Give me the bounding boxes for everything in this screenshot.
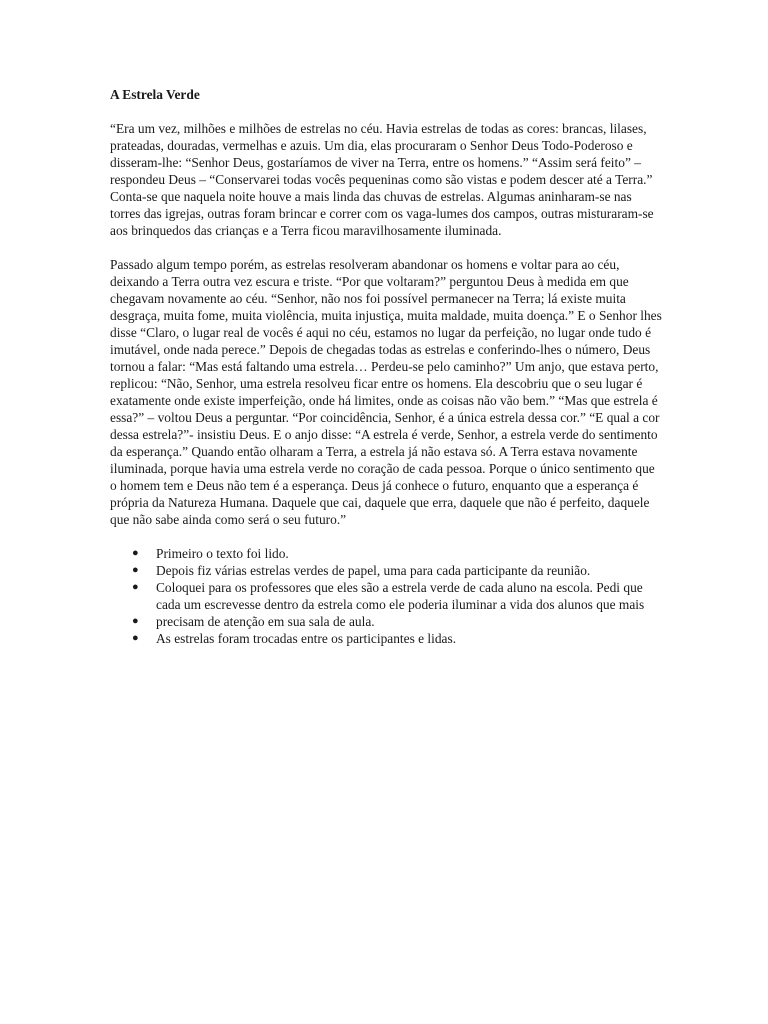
list-item-text: Depois fiz várias estrelas verdes de papel, uma para cada participante da reunião.	[156, 563, 591, 578]
document-title: A Estrela Verde	[110, 87, 200, 102]
bullet-icon: ●	[132, 564, 139, 576]
activity-list	[110, 545, 662, 647]
story-paragraph-2: Passado algum tempo porém, as estrelas resolveram abandonar os homens e voltar para ao céu, deixando a Terra outra vez escura e triste. “Por que voltaram?” perguntou Deus à medida em que chegavam novamente ao céu. “Senhor, não nos foi possível permanecer na Terra; lá existe muita desgraça, muita fome, muita violência, muita injustiça, muita maldade, muita doença.” E o Senhor lhes disse “Claro, o lugar real de vocês é aqui no céu, estamos no lugar da perfeição, no lugar onde tudo é imutável, onde nada perece.” Depois de chegadas todas as estrelas e conferindo-lhes o número, Deus tornou a falar: “Mas está faltando uma estrela… Perdeu-se pelo caminho?” Um anjo, que estava perto, replicou: “Não, Senhor, uma estrela resolveu ficar entre os homens. Ela descobriu que o seu lugar é exatamente onde existe imperfeição, onde há limites, onde as coisas não vão bem.” “Mas que estrela é essa?” – voltou Deus a perguntar. “Por coincidência, Senhor, é a única estrela dessa cor.” “E qual a cor dessa estrela?”- insistiu Deus. E o anjo disse: “A estrela é verde, Senhor, a estrela verde do sentimento da esperança.” Quando então olharam a Terra, a estrela já não estava só. A Terra estava novamente iluminada, porque havia uma estrela verde no coração de cada pessoa. Porque o único sentimento que o homem tem e Deus não tem é a esperança. Deus já conhece o futuro, enquanto que a esperança é própria da Natureza Humana. Daquele que cai, daquele que erra, daquele que não é perfeito, daquele que não sabe ainda como será o seu futuro.”	[110, 257, 662, 527]
list-item-text: Coloquei para os professores que eles são a estrela verde de cada aluno na escola. Pedi que cada um escrevesse dentro da estrela como ele poderia iluminar a vida dos alunos que mais	[156, 580, 645, 612]
list-item-text: Primeiro o texto foi lido.	[156, 546, 289, 561]
list-item-text: As estrelas foram trocadas entre os participantes e lidas.	[156, 631, 457, 646]
list-item	[110, 613, 662, 630]
bullet-icon: ●	[132, 615, 139, 627]
bullet-icon: ●	[132, 632, 139, 644]
bullet-icon: ●	[132, 547, 139, 559]
bullet-icon: ●	[132, 581, 139, 593]
list-item	[110, 545, 662, 562]
list-item	[110, 562, 662, 579]
list-item-text: precisam de atenção em sua sala de aula.	[156, 614, 375, 629]
story-paragraph-1: “Era um vez, milhões e milhões de estrelas no céu. Havia estrelas de todas as cores: brancas, lilases, prateadas, douradas, vermelhas e azuis. Um dia, elas procuraram o Senhor Deus Todo-Poderoso e disseram-lhe: “Senhor Deus, gostaríamos de viver na Terra, entre os homens.” “Assim será feito” – respondeu Deus – “Conservarei todas vocês pequeninas como são vistas e podem descer até a Terra.” Conta-se que naquela noite houve a mais linda das chuvas de estrelas. Algumas aninharam-se nas torres das igrejas, outras foram brincar e correr com os vaga-lumes dos campos, outras misturaram-se aos brinquedos das crianças e a Terra ficou maravilhosamente iluminada.	[110, 121, 654, 238]
list-item	[110, 579, 662, 613]
list-item	[110, 630, 662, 647]
document-body	[110, 86, 662, 647]
